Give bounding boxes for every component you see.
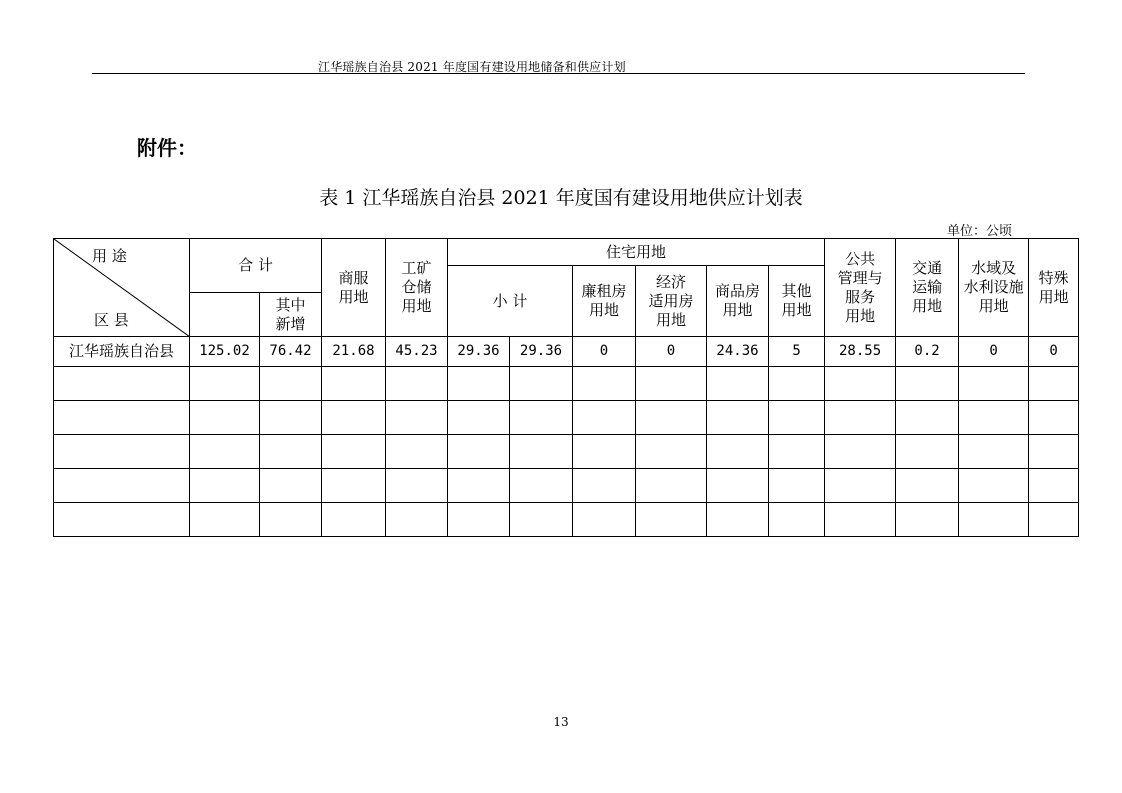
col-header-industrial: 工矿 仓储 用地 bbox=[386, 239, 448, 337]
page-number: 13 bbox=[553, 715, 569, 729]
cell-special: 0 bbox=[1029, 337, 1079, 367]
running-header: 江华瑶族自治县 2021 年度国有建设用地储备和供应计划 bbox=[318, 60, 626, 74]
table-row bbox=[54, 337, 1079, 367]
col-header-residential: 住宅用地 bbox=[448, 239, 825, 266]
cell-res-subtotal: 29.36 bbox=[448, 337, 510, 367]
col-header-water: 水域及 水利设施 用地 bbox=[959, 239, 1029, 337]
cell-public-service: 28.55 bbox=[825, 337, 896, 367]
cell-lowrent: 0 bbox=[573, 337, 636, 367]
supply-plan-table bbox=[53, 238, 1079, 537]
corner-header-usage: 用 途 bbox=[92, 247, 127, 265]
cell-county: 江华瑶族自治县 bbox=[54, 337, 190, 367]
cell-res-new: 29.36 bbox=[510, 337, 573, 367]
cell-affordable: 0 bbox=[636, 337, 707, 367]
col-header-total: 合 计 bbox=[190, 239, 322, 293]
col-header-total-new: 其中 新增 bbox=[260, 293, 322, 337]
cell-total: 125.02 bbox=[190, 337, 260, 367]
col-header-public-service: 公共 管理与 服务 用地 bbox=[825, 239, 896, 337]
col-header-lowrent: 廉租房 用地 bbox=[573, 266, 636, 337]
cell-total-new: 76.42 bbox=[260, 337, 322, 367]
cell-transport: 0.2 bbox=[896, 337, 959, 367]
col-header-other: 其他 用地 bbox=[769, 266, 825, 337]
col-header-special: 特殊 用地 bbox=[1029, 239, 1079, 337]
unit-label: 单位：公顷 bbox=[947, 224, 1013, 239]
col-header-transport: 交通 运输 用地 bbox=[896, 239, 959, 337]
header-rule bbox=[92, 73, 1025, 74]
table-row-empty bbox=[54, 469, 1079, 503]
table-title: 表 1 江华瑶族自治县 2021 年度国有建设用地供应计划表 bbox=[319, 187, 803, 209]
cell-other: 5 bbox=[769, 337, 825, 367]
col-header-commercial: 商服 用地 bbox=[322, 239, 386, 337]
corner-header-county: 区 县 bbox=[94, 311, 129, 329]
table-row-empty bbox=[54, 367, 1079, 401]
cell-commodity: 24.36 bbox=[707, 337, 769, 367]
col-header-total-sub-blank bbox=[190, 293, 260, 337]
cell-water: 0 bbox=[959, 337, 1029, 367]
corner-header-cell bbox=[54, 239, 190, 337]
table-row-empty bbox=[54, 503, 1079, 537]
col-header-res-subtotal: 小 计 bbox=[448, 266, 573, 337]
col-header-commodity: 商品房 用地 bbox=[707, 266, 769, 337]
cell-industrial: 45.23 bbox=[386, 337, 448, 367]
cell-commercial: 21.68 bbox=[322, 337, 386, 367]
table-row-empty bbox=[54, 401, 1079, 435]
table-row-empty bbox=[54, 435, 1079, 469]
col-header-affordable: 经济 适用房 用地 bbox=[636, 266, 707, 337]
attachment-label: 附件： bbox=[137, 136, 197, 160]
